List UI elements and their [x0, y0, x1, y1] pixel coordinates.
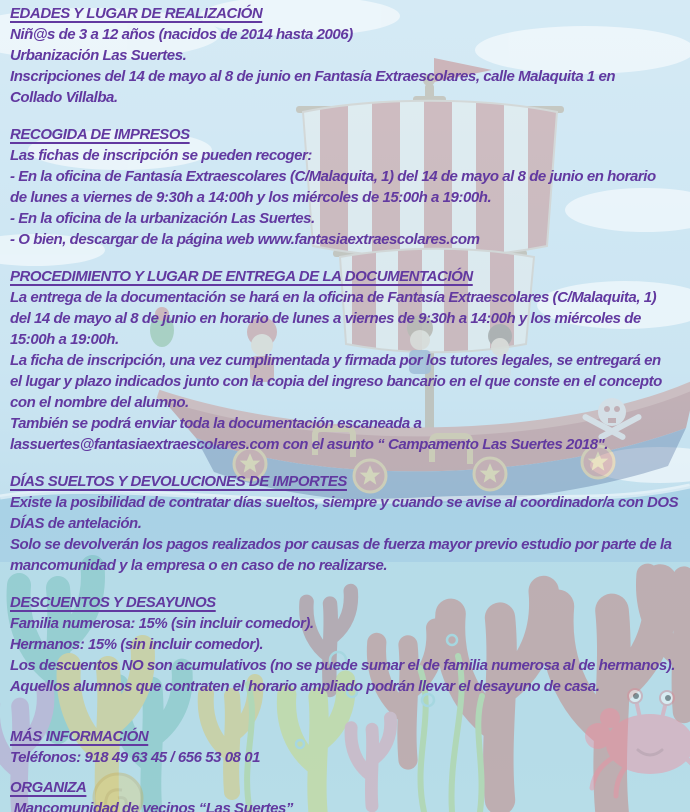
- text-line: Inscripciones del 14 de mayo al 8 de junio en Fantasía Extraescolares, calle Malaquita 1 en: [10, 68, 616, 85]
- text-line: Existe la posibilidad de contratar días sueltos, siempre y cuando se avise al coordinador/a con DOS: [10, 494, 679, 511]
- text-line: del 14 de mayo al 8 de junio en horario de lunes a viernes de 9:30h a 14:00h y los miércoles de: [10, 310, 641, 327]
- section-heading-procedimiento: PROCEDIMIENTO Y LUGAR DE ENTREGA DE LA DOCUMENTACIÓN: [10, 268, 473, 285]
- text-line: 15:00h a 19:00h.: [10, 331, 119, 348]
- text-line: Collado Villalba.: [10, 89, 118, 106]
- text-line: Las fichas de inscripción se pueden recoger:: [10, 147, 312, 164]
- section-dias-sueltos: [10, 471, 684, 576]
- section-heading-recogida: RECOGIDA DE IMPRESOS: [10, 126, 190, 143]
- text-line: Los descuentos NO son acumulativos (no se puede sumar el de familia numerosa al de hermanos).: [10, 657, 676, 674]
- text-line-phones: Teléfonos: 918 49 63 45 / 656 53 08 01: [10, 749, 261, 766]
- flyer-text: [10, 3, 684, 812]
- text-line: Solo se devolverán los pagos realizados por causas de fuerza mayor previo estudio por parte de la: [10, 536, 672, 553]
- text-line: La entrega de la documentación se hará en la oficina de Fantasía Extraescolares (C/Malaquita, 1): [10, 289, 657, 306]
- section-heading-edades: EDADES Y LUGAR DE REALIZACIÓN: [10, 5, 263, 22]
- section-mas-informacion: [10, 726, 684, 768]
- text-line: También se podrá enviar toda la documentación escaneada a: [10, 415, 422, 432]
- text-line: Aquellos alumnos que contraten el horario ampliado podrán llevar el desayuno de casa.: [10, 678, 600, 695]
- text-line-website-url: - O bien, descargar de la página web www.fantasiaextraescolares.com: [10, 231, 480, 248]
- text-line: Hermanos: 15% (sin incluir comedor).: [10, 636, 264, 653]
- section-recogida: [10, 124, 684, 250]
- section-organiza: [10, 777, 684, 812]
- text-line-email: lassuertes@fantasiaextraescolares.com con el asunto “ Campamento Las Suertes 2018".: [10, 436, 608, 453]
- text-line: DÍAS de antelación.: [10, 515, 142, 532]
- text-line: La ficha de inscripción, una vez cumplimentada y firmada por los tutores legales, se entregará en: [10, 352, 661, 369]
- text-line: Familia numerosa: 15% (sin incluir comedor).: [10, 615, 314, 632]
- section-heading-organiza: ORGANIZA: [10, 779, 87, 796]
- text-line: - En la oficina de la urbanización Las Suertes.: [10, 210, 315, 227]
- section-descuentos: [10, 592, 684, 697]
- section-heading-mas-informacion: MÁS INFORMACIÓN: [10, 728, 149, 745]
- text-line: de lunes a viernes de 9:30h a 14:00h y los miércoles de 15:00h a 19:00h.: [10, 189, 492, 206]
- text-line: Urbanización Las Suertes.: [10, 47, 187, 64]
- text-line: - En la oficina de Fantasía Extraescolares (C/Malaquita, 1) del 14 de mayo al 8 de junio en horario: [10, 168, 656, 185]
- section-procedimiento: [10, 266, 684, 455]
- text-line-organizer: Mancomunidad de vecinos “Las Suertes”: [10, 800, 293, 812]
- text-line: con el nombre del alumno.: [10, 394, 189, 411]
- section-heading-descuentos: DESCUENTOS Y DESAYUNOS: [10, 594, 216, 611]
- text-line: el lugar y plazo indicados junto con la copia del ingreso bancario en el que conste en el concepto: [10, 373, 662, 390]
- text-line: mancomunidad y la empresa o en caso de no realizarse.: [10, 557, 388, 574]
- section-edades: [10, 3, 684, 108]
- text-line: Niñ@s de 3 a 12 años (nacidos de 2014 hasta 2006): [10, 26, 353, 43]
- section-heading-dias-sueltos: DÍAS SUELTOS Y DEVOLUCIONES DE IMPORTES: [10, 473, 347, 490]
